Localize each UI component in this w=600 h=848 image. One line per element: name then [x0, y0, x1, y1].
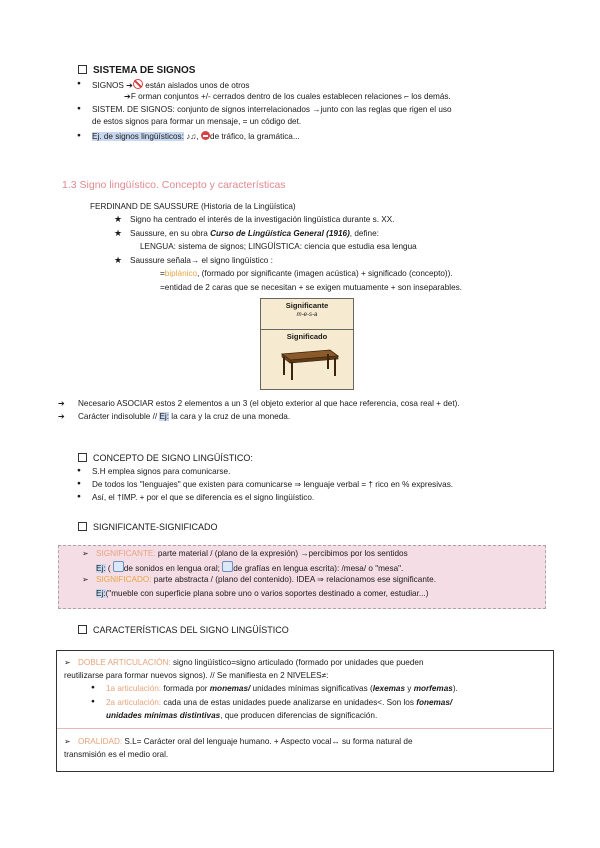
star-text: , define:: [349, 229, 379, 238]
box-text: unidades mínimas significativas (: [250, 684, 373, 693]
sign-diagram: [260, 298, 354, 390]
list-text: están aislados unos de otros: [142, 81, 250, 90]
checkbox-icon[interactable]: [78, 522, 87, 531]
box-text-line: transmisión es el medio oral.: [64, 750, 169, 759]
box-text: S.L= Carácter oral del lenguaje humano. + Aspecto vocal↔ su forma natural de: [122, 737, 413, 746]
list-subline: de estos signos para formar un mensaje, = un código det.: [92, 117, 302, 126]
list-subline: ➔F orman conjuntos +/- cerrados dentro de los cuales establecen relaciones ⌐ los demás.: [124, 92, 451, 101]
heading-text: SIGNIFICANTE-SIGNIFICADO: [93, 522, 218, 532]
heading-text: CARACTERÍSTICAS DEL SIGNO LINGÜÍSTICO: [93, 625, 289, 635]
star-item: ★ Saussure señala→ el signo lingüístico :: [130, 255, 273, 266]
section-heading-caracteristicas: [78, 624, 289, 636]
list-item: ● Así, el †IMP. + por el que se diferencia es el signo lingüístico.: [92, 492, 314, 503]
checkbox-icon[interactable]: [78, 625, 87, 634]
italic-term: monemas/: [209, 684, 251, 693]
highlight-word: biplánico: [164, 269, 198, 278]
star-text: =: [160, 269, 165, 278]
list-item: [92, 79, 250, 91]
book-title: Curso de Lingüística General (1916): [210, 229, 350, 238]
box-item: [96, 548, 408, 559]
box-item: [78, 736, 413, 747]
significado-label: Significado: [286, 332, 328, 341]
highlight-text: Ej. de signos lingüísticos:: [92, 132, 184, 141]
term-label: 1a articulación:: [106, 684, 162, 693]
term-label: ORALIDAD:: [78, 737, 123, 746]
list-item: ● SISTEM. DE SIGNOS: conjunto de signos interrelacionados →junto con las reglas que rigen el uso: [92, 104, 452, 115]
heading-text: SISTEMA DE SIGNOS: [93, 65, 196, 76]
arrow-item: [78, 411, 290, 422]
box-divider: [57, 728, 552, 729]
box-text: formada por: [161, 684, 210, 693]
heading-text: CONCEPTO DE SIGNO LINGÜÍSTICO:: [93, 453, 253, 463]
box-text: signo lingüístico=signo articulado (formado por unidades que pueden: [170, 658, 424, 667]
star-item: ★ Signo ha centrado el interés de la investigación lingüística durante s. XX.: [130, 214, 394, 225]
box-text-line: reutilizarse para formar nuevos signos). // Se manifiesta en 2 NIVELES≠:: [64, 671, 329, 680]
box-example: [96, 561, 403, 574]
box-text: cada una de estas unidades puede analizarse en unidades<. Son los: [161, 698, 417, 707]
highlight-text: Ej:: [96, 589, 106, 598]
box-text: de grafías en lengua escrita): /mesa/ o "mesa".: [233, 564, 404, 573]
highlight-text: Ej:: [96, 564, 106, 573]
section-heading-sistema: [78, 64, 195, 78]
italic-term: morfemas: [413, 684, 453, 693]
music-notes-icon: ♪♫,: [183, 132, 199, 141]
list-item: ● S.H emplea signos para comunicarse.: [92, 466, 230, 477]
speaker-icon: [113, 561, 124, 572]
star-subline: [160, 268, 453, 279]
significante-panel: [261, 299, 353, 330]
box-text: ).: [452, 684, 458, 693]
section-heading-significante: [78, 521, 218, 533]
table-illustration: [272, 342, 342, 382]
arrow-item: ➔ Necesario ASOCIAR estos 2 elementos a un 3 (el objeto exterior al que hace referencia, cosa real + det).: [78, 398, 460, 409]
list-item: [92, 131, 300, 142]
term-label: SIGNIFICANTE:: [96, 549, 156, 558]
star-text: Saussure, en su obra: [130, 229, 211, 238]
box-text: , que producen diferencias de significación.: [220, 711, 378, 720]
italic-term: unidades mínimas distintivas: [106, 711, 221, 720]
star-text: , (formado por significante (imagen acústica) + significado (concepto)).: [197, 269, 453, 278]
italic-term: fonemas/: [416, 698, 453, 707]
section-title-signo: 1.3 Signo lingüístico. Concepto y características: [62, 179, 286, 191]
checkbox-icon[interactable]: [78, 453, 87, 462]
no-entry-icon: [201, 131, 210, 140]
box-text: parte material / (plano de la expresión) →percibimos por los sentidos: [155, 549, 408, 558]
list-item: [106, 683, 458, 694]
list-item: [106, 697, 452, 708]
term-label: 2a articulación:: [106, 698, 162, 707]
ferdinand-line: FERDINAND DE SAUSSURE (Historia de la Lingüística): [90, 202, 296, 211]
list-text: de tráfico, la gramática...: [210, 132, 300, 141]
term-label: SIGNIFICADO:: [96, 575, 152, 584]
list-text: SIGNOS ➔: [92, 81, 133, 90]
arrow-text: la cara y la cruz de una moneda.: [169, 412, 291, 421]
box-item: [78, 657, 424, 668]
box-text: ("mueble con superficie plana sobre uno o varios soportes destinado a comer, estudiar...): [105, 589, 429, 598]
star-subline: LENGUA: sistema de signos; LINGÜÍSTICA: ciencia que estudia esa lengua: [140, 242, 417, 251]
box-text: y: [405, 684, 414, 693]
star-subline: =entidad de 2 caras que se necesitan + se exigen mutuamente + son inseparables.: [160, 283, 463, 292]
italic-term: lexemas: [372, 684, 406, 693]
checkbox-icon[interactable]: [78, 65, 87, 74]
box-text: de sonidos en lengua oral;: [123, 564, 220, 573]
term-label: DOBLE ARTICULACIÓN:: [78, 658, 171, 667]
box-example: [96, 588, 428, 599]
list-item: ● De todos los "lenguajes" que existen para comunicarse ⇒ lenguaje verbal = † rico en % expresivas.: [92, 479, 453, 490]
box-text: (: [105, 564, 111, 573]
significado-panel: [261, 330, 353, 386]
star-item: [130, 228, 379, 239]
highlight-text: Ej:: [159, 412, 170, 421]
significante-sound: m-e-s-a: [296, 312, 318, 319]
box-text: parte abstracta / (plano del contenido). IDEA ⇒ relacionamos ese significante.: [151, 575, 436, 584]
writing-icon: [222, 561, 233, 572]
arrow-text: Carácter indisoluble //: [78, 412, 160, 421]
section-heading-concepto: [78, 452, 253, 464]
box-text-line: [106, 710, 377, 721]
prohibited-icon: [133, 79, 143, 89]
box-item: [96, 574, 436, 585]
significante-label: Significante: [285, 301, 329, 310]
